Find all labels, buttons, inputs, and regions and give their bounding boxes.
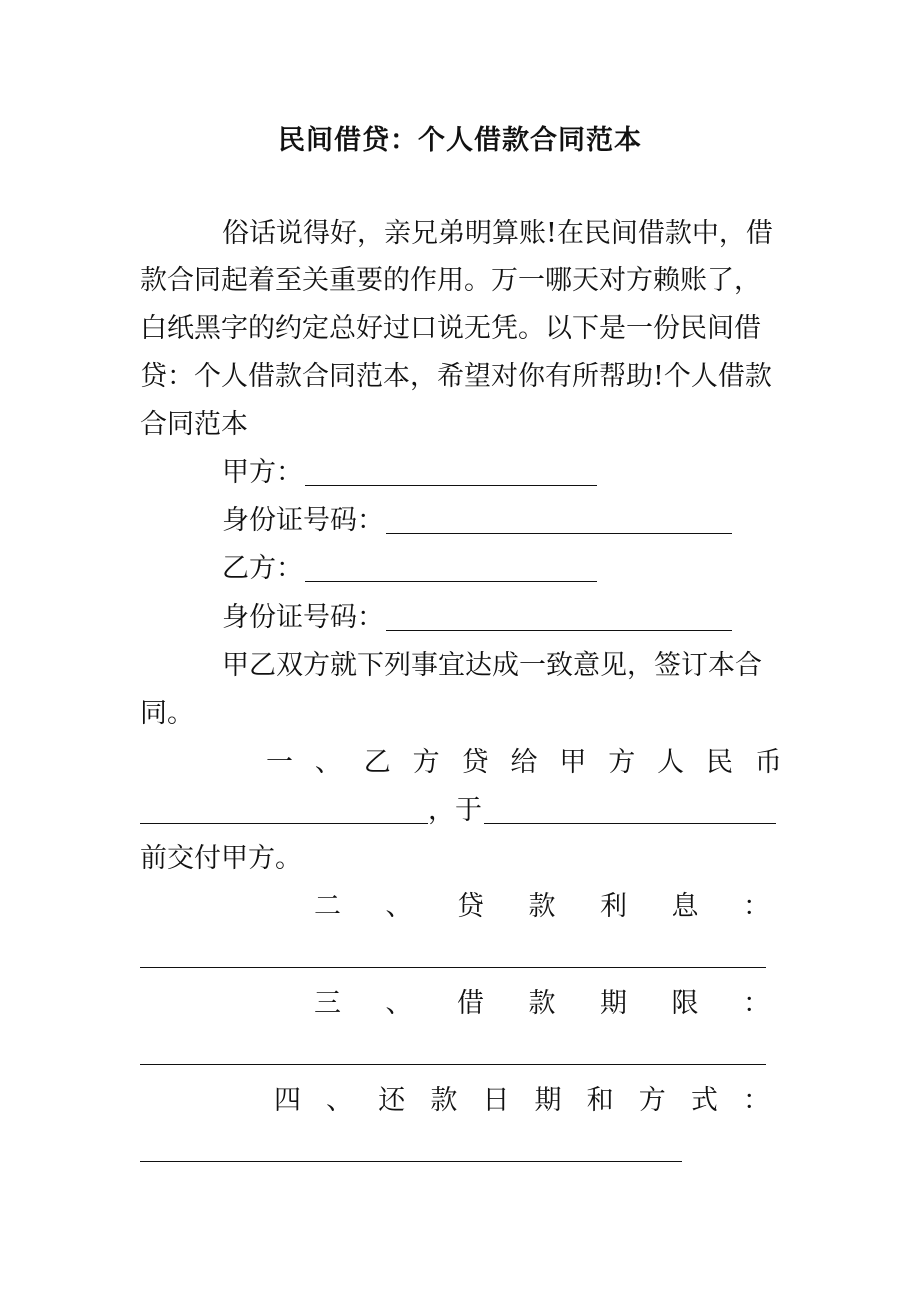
clause-3-char: 期 [600,988,627,1019]
party-a-field [222,451,782,495]
clause-1-char: 方 [412,747,440,778]
clause-1-heading [266,741,782,785]
clause-1-char: 贷 [461,747,489,778]
party-b-id-field [222,596,782,640]
clause-3-char: 限 [671,988,699,1019]
clause-1-char: 一 [266,747,293,778]
clause-1-blanks [140,789,782,833]
party-b-field [222,547,782,591]
intro-line-1: 俗话说得好，亲兄弟明算账!在民间借款中，借 [222,218,773,249]
clause-4-char: 四 [274,1085,301,1116]
clause-4-heading [274,1079,770,1123]
clause-3-char: 、 [385,988,413,1019]
clause-4-char: 、 [326,1085,354,1116]
clause-3-char: 款 [528,988,556,1019]
clause-1-char: 人 [657,747,685,778]
party-b-id-blank[interactable] [386,596,732,631]
intro-line-3: 白纸黑字的约定总好过口说无凭。以下是一份民间借 [140,313,761,344]
party-a-id-label: 身份证号码： [222,505,384,536]
document-title: 民间借贷：个人借款合同范本 [278,125,642,156]
clause-4-char: 和 [586,1085,614,1116]
clause-4-char: 还 [378,1085,406,1116]
intro-line-2: 款合同起着至关重要的作用。万一哪天对方赖账了， [140,265,761,296]
clause-1-end: 前交付甲方。 [140,843,302,874]
intro-line-5: 合同范本 [140,409,248,440]
interest-blank[interactable] [140,967,766,968]
clause-1-char: 给 [510,747,538,778]
clause-4-char: 期 [534,1085,562,1116]
clause-1-middle: ，于 [428,795,482,826]
clause-2-heading [314,885,770,929]
repayment-blank[interactable] [140,1161,682,1162]
clause-4-char: 款 [430,1085,458,1116]
clause-2-char: 利 [600,891,627,922]
clause-1-char: 甲 [559,747,587,778]
clause-2-char: 二 [314,891,341,922]
loan-term-blank[interactable] [140,1064,766,1065]
party-a-id-blank[interactable] [386,499,732,534]
clause-1-char: 乙 [363,747,391,778]
clause-1-char: 、 [314,747,342,778]
clause-3-char: 借 [457,988,484,1019]
clause-2-char: 、 [385,891,413,922]
clause-3-heading [314,982,770,1026]
clause-2-char: 款 [528,891,556,922]
clause-4-char: ： [742,1085,770,1116]
clause-4-char: 日 [482,1085,510,1116]
clause-2-char: 贷 [457,891,484,922]
delivery-date-blank[interactable] [484,789,776,824]
clause-1-char: 民 [706,747,734,778]
clause-1-char: 币 [754,747,782,778]
intro-line-4: 贷：个人借款合同范本，希望对你有所帮助!个人借款 [140,361,772,392]
party-a-id-field [222,499,782,543]
clause-3-char: 三 [314,988,341,1019]
clause-4-char: 式 [690,1085,718,1116]
clause-2-char: 息 [671,891,699,922]
party-b-id-label: 身份证号码： [222,602,384,633]
loan-amount-blank[interactable] [140,789,428,824]
party-b-blank[interactable] [305,547,597,582]
clause-3-char: ： [743,988,770,1019]
clause-1-char: 方 [608,747,636,778]
clause-4-char: 方 [638,1085,666,1116]
agreement-line-2: 同。 [140,698,194,729]
party-a-blank[interactable] [305,451,597,486]
agreement-line-1: 甲乙双方就下列事宜达成一致意见，签订本合 [222,650,762,681]
party-a-label: 甲方： [222,457,303,488]
party-b-label: 乙方： [222,553,303,584]
clause-2-char: ： [743,891,770,922]
